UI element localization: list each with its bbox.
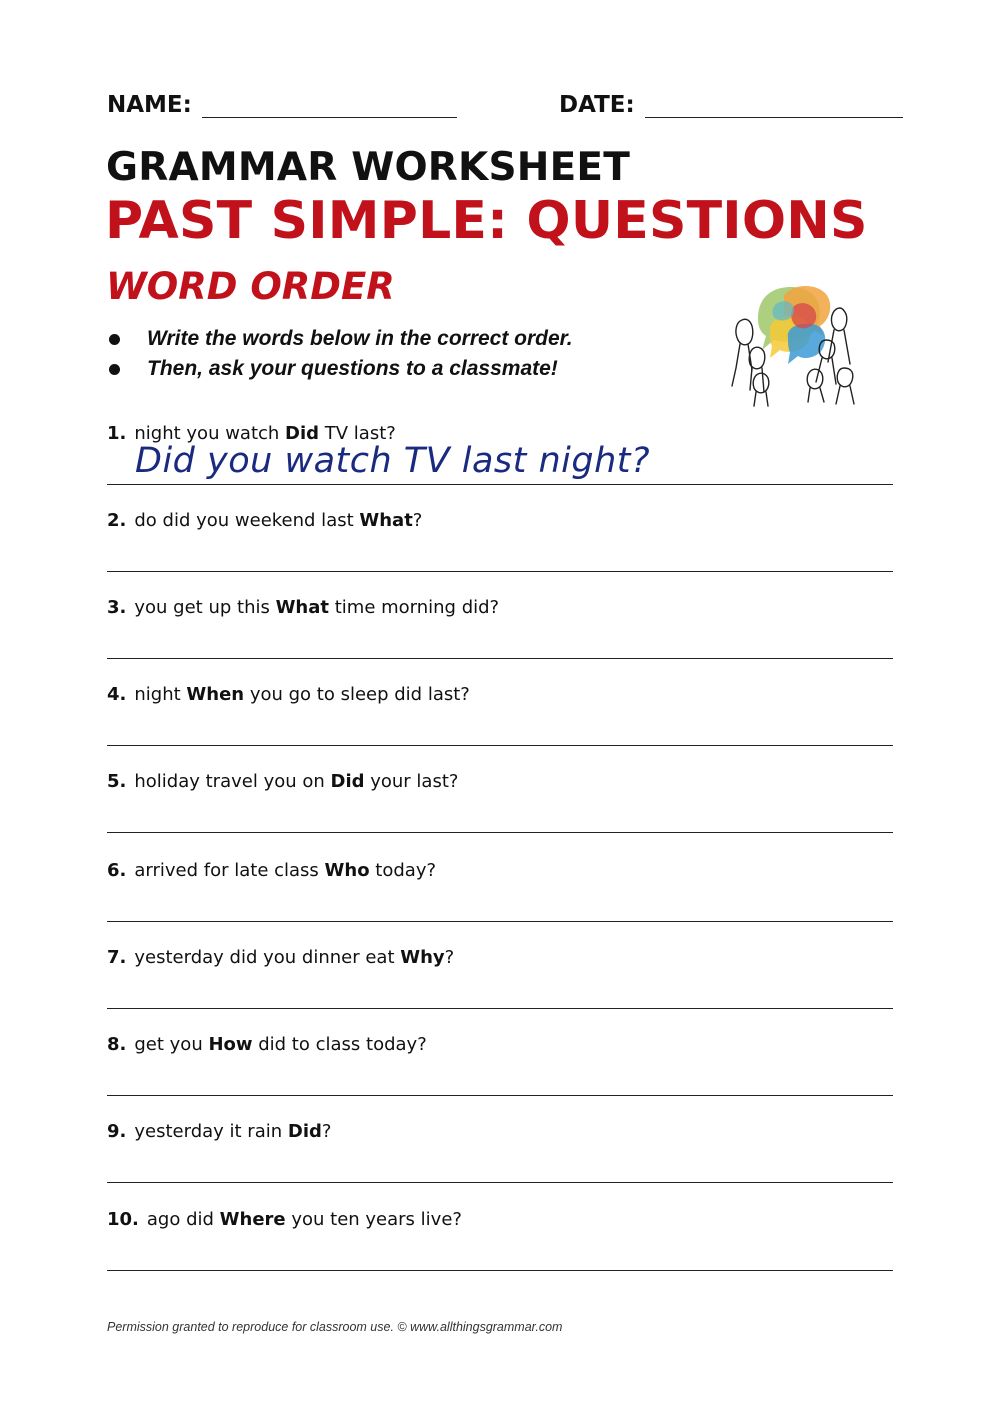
scrambled-words: ?	[321, 1121, 332, 1142]
worksheet-title: GRAMMAR WORKSHEET	[106, 145, 631, 190]
scrambled-words: your last?	[364, 771, 459, 792]
question-item	[107, 1207, 893, 1277]
scrambled-words: night	[134, 684, 187, 705]
answer-line[interactable]	[107, 1008, 893, 1009]
scrambled-words: do did you weekend last	[134, 510, 360, 531]
question-item	[107, 1032, 893, 1102]
instruction-text: Write the words below in the correct order.	[147, 327, 573, 350]
question-number: 7.	[107, 947, 127, 968]
date-blank-line[interactable]	[645, 95, 903, 118]
scrambled-words: holiday travel you on	[134, 771, 331, 792]
answer-line[interactable]	[107, 658, 893, 659]
question-prompt	[107, 1207, 893, 1233]
scrambled-words: yesterday it rain	[134, 1121, 288, 1142]
question-number: 9.	[107, 1121, 127, 1142]
question-item	[107, 858, 893, 928]
instruction-item	[107, 324, 573, 354]
scrambled-words: ?	[412, 510, 423, 531]
scrambled-words: ago did	[146, 1209, 220, 1230]
question-number: 2.	[107, 510, 127, 531]
scrambled-words: today?	[369, 860, 437, 881]
question-item	[107, 595, 893, 665]
question-number: 3.	[107, 597, 127, 618]
question-keyword: What	[275, 597, 329, 618]
question-item	[107, 508, 893, 578]
question-keyword: Who	[324, 860, 370, 881]
question-prompt	[107, 1032, 893, 1058]
question-number: 8.	[107, 1034, 127, 1055]
question-keyword: When	[186, 684, 245, 705]
answer-line[interactable]	[107, 832, 893, 833]
question-prompt	[107, 1119, 893, 1145]
question-prompt	[107, 508, 893, 534]
name-label: NAME:	[107, 92, 192, 118]
question-number: 1.	[107, 423, 127, 444]
question-prompt	[107, 858, 893, 884]
scrambled-words: arrived for late class	[134, 860, 325, 881]
name-blank-line[interactable]	[202, 95, 457, 118]
question-item	[107, 682, 893, 752]
scrambled-words: you ten years live?	[285, 1209, 462, 1230]
header-fields	[107, 92, 907, 126]
question-keyword: What	[359, 510, 413, 531]
question-number: 5.	[107, 771, 127, 792]
copyright-footer: Permission granted to reproduce for classroom use. © www.allthingsgrammar.com	[107, 1320, 563, 1334]
question-prompt	[107, 945, 893, 971]
answer-line[interactable]	[107, 484, 893, 485]
name-field[interactable]	[107, 92, 457, 118]
people-talking-icon	[728, 278, 864, 408]
question-number: 10.	[107, 1209, 139, 1230]
bullet-icon	[109, 364, 120, 375]
answer-line[interactable]	[107, 1095, 893, 1096]
scrambled-words: night you watch	[134, 423, 286, 444]
instruction-text: Then, ask your questions to a classmate!	[147, 357, 558, 380]
answer-line[interactable]	[107, 921, 893, 922]
answer-line[interactable]	[107, 1182, 893, 1183]
topic-title: PAST SIMPLE: QUESTIONS	[105, 191, 868, 251]
scrambled-words: ?	[444, 947, 455, 968]
question-number: 4.	[107, 684, 127, 705]
answer-line[interactable]	[107, 571, 893, 572]
question-keyword: How	[208, 1034, 253, 1055]
question-item	[107, 769, 893, 839]
scrambled-words: yesterday did you dinner eat	[134, 947, 401, 968]
question-keyword: Where	[219, 1209, 286, 1230]
scrambled-words: did to class today?	[252, 1034, 427, 1055]
scrambled-words: time morning did?	[329, 597, 500, 618]
date-label: DATE:	[559, 92, 635, 118]
question-number: 6.	[107, 860, 127, 881]
question-keyword: Did	[287, 1121, 322, 1142]
date-field[interactable]	[559, 92, 903, 118]
question-keyword: Why	[400, 947, 445, 968]
question-prompt	[107, 682, 893, 708]
instructions-list	[107, 324, 573, 384]
subtopic-title: WORD ORDER	[106, 265, 395, 308]
answer-line[interactable]	[107, 1270, 893, 1271]
handwritten-answer: Did you watch TV last night?	[135, 441, 651, 481]
question-item	[107, 945, 893, 1015]
bullet-icon	[109, 334, 120, 345]
instruction-item	[107, 354, 573, 384]
question-prompt	[107, 595, 893, 621]
scrambled-words: TV last?	[319, 423, 396, 444]
question-item	[107, 421, 893, 491]
scrambled-words: you go to sleep did last?	[244, 684, 470, 705]
scrambled-words: get you	[134, 1034, 209, 1055]
answer-line[interactable]	[107, 745, 893, 746]
question-item	[107, 1119, 893, 1189]
scrambled-words: you get up this	[134, 597, 276, 618]
question-keyword: Did	[330, 771, 365, 792]
question-prompt	[107, 769, 893, 795]
question-keyword: Did	[285, 423, 320, 444]
